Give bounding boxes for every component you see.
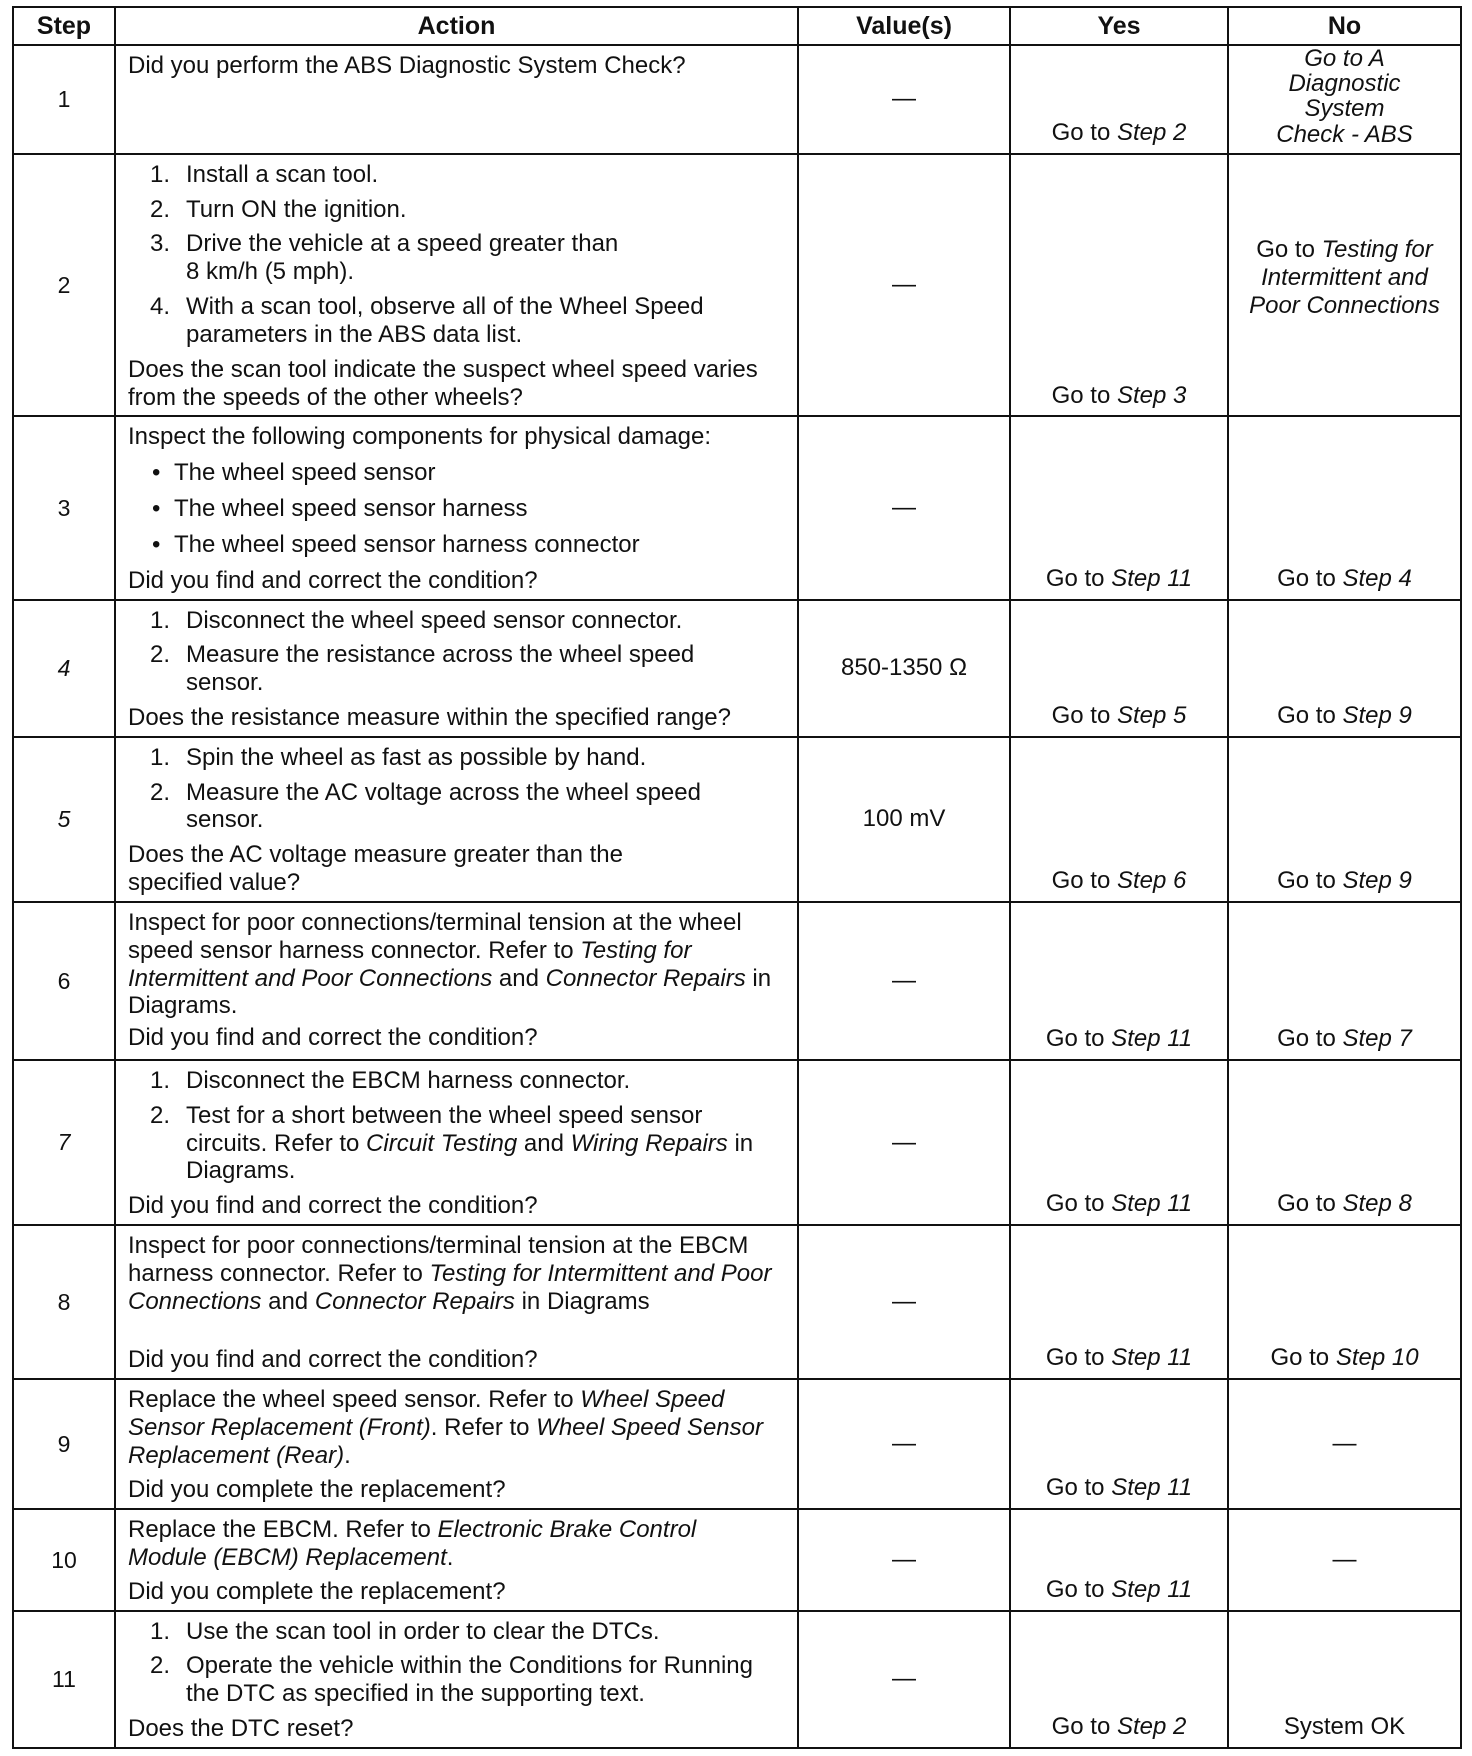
step-number: 7 xyxy=(13,1060,115,1225)
action-question: Did you find and correct the condition? xyxy=(128,1192,538,1220)
value-cell: — xyxy=(798,1611,1010,1748)
table-row xyxy=(13,1509,1461,1610)
table-row xyxy=(13,1379,1461,1509)
table-row xyxy=(13,45,1461,154)
table-row xyxy=(13,600,1461,737)
no-text: Check - ABS xyxy=(1276,120,1413,148)
doc-ref: Electronic Brake Control Module (EBCM) Replacement xyxy=(128,1516,697,1571)
list-item: 2. Turn ON the ignition. xyxy=(150,195,407,223)
list-item: 2. Measure the resistance across the wheel speed sensor. xyxy=(150,641,695,697)
action-cell xyxy=(115,902,798,1060)
yes-step-ref: Step 3 xyxy=(1116,381,1187,409)
action-steps-list xyxy=(128,1618,785,1708)
step-number: 8 xyxy=(13,1225,115,1379)
action-steps-list xyxy=(128,744,785,834)
no-step-ref: Step 10 xyxy=(1335,1344,1419,1372)
action-question: Did you find and correct the condition? xyxy=(128,566,538,594)
action-cell xyxy=(115,1379,798,1509)
action-text: Replace the wheel speed sensor. Refer to Wheel Speed Sensor Replacement (Front). Refer to Wheel Speed Sensor Replacement (Rear). xyxy=(128,1386,763,1469)
action-text: Did you perform the ABS Diagnostic System Check? xyxy=(128,52,686,79)
value-cell: — xyxy=(798,45,1010,154)
yes-step-ref: Step 11 xyxy=(1111,564,1193,592)
table-row xyxy=(13,902,1461,1060)
no-step-ref: Step 9 xyxy=(1342,867,1412,895)
action-text: Inspect for poor connections/terminal tension at the wheel speed sensor harness connector. Refer to Testing for Intermittent and Poor Connections and Connector Repairs in Diagrams. xyxy=(128,908,772,1020)
header-row xyxy=(13,7,1461,45)
list-item: 2. Measure the AC voltage across the wheel speed sensor. xyxy=(150,778,701,834)
no-cell: Go to Step 9 xyxy=(1228,600,1461,737)
no-step-ref: Step 4 xyxy=(1342,564,1412,592)
action-text: Replace the EBCM. Refer to Electronic Brake Control Module (EBCM) Replacement. xyxy=(128,1516,697,1571)
action-steps-list xyxy=(128,607,785,697)
yes-step-ref: Step 11 xyxy=(1111,1190,1193,1218)
table-row xyxy=(13,154,1461,417)
step-number: 5 xyxy=(13,737,115,902)
header-step: Step xyxy=(13,7,115,45)
yes-cell: Go to Step 11 xyxy=(1010,1379,1228,1509)
yes-step-ref: Step 11 xyxy=(1111,1575,1193,1603)
no-ref: Connections xyxy=(1306,291,1440,319)
value-cell: — xyxy=(798,1379,1010,1509)
no-cell: Go to Step 4 xyxy=(1228,416,1461,599)
table-row xyxy=(13,737,1461,902)
no-cell xyxy=(1228,154,1461,417)
action-text: Inspect for poor connections/terminal tension at the EBCM harness connector. Refer to Testing for Intermittent and Poor Connections and Connector Repairs in Diagrams xyxy=(128,1232,772,1315)
table-row xyxy=(13,416,1461,599)
table-row xyxy=(13,1060,1461,1225)
action-question: Does the resistance measure within the specified range? xyxy=(128,704,731,731)
list-item: 2. Test for a short between the wheel speed sensor circuits. Refer to Circuit Testing and Wiring Repairs in Diagrams. xyxy=(150,1101,754,1185)
doc-ref: Circuit Testing xyxy=(366,1129,518,1157)
no-cell: Go to Step 10 xyxy=(1228,1225,1461,1379)
value-cell: — xyxy=(798,1509,1010,1610)
yes-step-ref: Step 5 xyxy=(1116,702,1187,729)
header-action: Action xyxy=(115,7,798,45)
action-cell xyxy=(115,737,798,902)
action-cell xyxy=(115,1509,798,1610)
yes-step-ref: Step 2 xyxy=(1116,118,1187,146)
no-cell: Go to Step 9 xyxy=(1228,737,1461,902)
no-text: System xyxy=(1304,95,1385,123)
yes-cell: Go to Step 11 xyxy=(1010,1060,1228,1225)
header-yes: Yes xyxy=(1010,7,1228,45)
diagnostic-table xyxy=(12,6,1462,1749)
step-number: 1 xyxy=(13,45,115,154)
doc-ref: Connector Repairs xyxy=(545,964,746,992)
action-question: Did you find and correct the condition? xyxy=(128,1345,538,1373)
value-cell: 100 mV xyxy=(798,737,1010,902)
action-question: Did you find and correct the condition? xyxy=(128,1024,538,1052)
action-cell xyxy=(115,1060,798,1225)
no-step-ref: Step 8 xyxy=(1342,1190,1412,1218)
doc-ref: Wheel Speed Sensor Replacement (Front) xyxy=(128,1386,725,1441)
yes-cell: Go to Step 11 xyxy=(1010,1509,1228,1610)
yes-step-ref: Step 11 xyxy=(1111,1344,1193,1372)
action-cell xyxy=(115,600,798,737)
doc-ref: Testing for Intermittent and Poor Connections xyxy=(128,936,692,992)
yes-cell: Go to Step 2 xyxy=(1010,1611,1228,1748)
no-cell: Go to Step 7 xyxy=(1228,902,1461,1060)
action-question: Did you complete the replacement? xyxy=(128,1475,506,1503)
list-item: • The wheel speed sensor harness xyxy=(152,495,528,523)
action-question: Does the DTC reset? xyxy=(128,1715,354,1743)
list-item: • The wheel speed sensor xyxy=(152,459,436,487)
no-text: Diagnostic xyxy=(1288,70,1401,98)
value-cell: — xyxy=(798,1060,1010,1225)
diagnostic-page xyxy=(12,6,1460,1749)
header-values: Value(s) xyxy=(798,7,1010,45)
step-number: 6 xyxy=(13,902,115,1060)
value-cell: — xyxy=(798,154,1010,417)
list-item: 3. Drive the vehicle at a speed greater than 8 km/h (5 mph). xyxy=(150,230,619,286)
yes-step-ref: Step 6 xyxy=(1116,867,1187,895)
doc-ref: Testing for Intermittent and Poor Connections xyxy=(128,1259,772,1315)
yes-step-ref: Step 11 xyxy=(1111,1474,1193,1502)
yes-cell: Go to Step 11 xyxy=(1010,1225,1228,1379)
action-cell xyxy=(115,1225,798,1379)
no-cell: System OK xyxy=(1228,1611,1461,1748)
doc-ref: Wheel Speed Sensor Replacement (Rear) xyxy=(128,1413,763,1469)
step-number: 10 xyxy=(13,1509,115,1610)
no-cell: Go to Step 8 xyxy=(1228,1060,1461,1225)
yes-cell: Go to Step 11 xyxy=(1010,902,1228,1060)
yes-cell xyxy=(1010,45,1228,154)
value-cell: — xyxy=(798,902,1010,1060)
action-question: Did you complete the replacement? xyxy=(128,1577,506,1605)
action-cell xyxy=(115,45,798,154)
list-item: 1. Install a scan tool. xyxy=(150,160,379,188)
step-number: 11 xyxy=(13,1611,115,1748)
action-question: Does the scan tool indicate the suspect wheel speed varies from the speeds of the other wheels? xyxy=(128,355,758,411)
action-text: Inspect the following components for physical damage: xyxy=(128,423,711,451)
no-step-ref: Step 9 xyxy=(1342,702,1412,729)
header-no: No xyxy=(1228,7,1461,45)
table-row xyxy=(13,1611,1461,1748)
list-item: 1. Spin the wheel as fast as possible by hand. xyxy=(150,743,647,771)
yes-cell: Go to Step 5 xyxy=(1010,600,1228,737)
no-step-ref: Step 7 xyxy=(1342,1025,1412,1053)
yes-prefix: Go to xyxy=(1051,118,1117,146)
action-cell xyxy=(115,416,798,599)
list-item: • The wheel speed sensor harness connector xyxy=(152,530,640,558)
action-steps-list xyxy=(128,161,785,349)
yes-cell: Go to Step 11 xyxy=(1010,416,1228,599)
no-ref: Testing for Intermittent and Poor xyxy=(1249,236,1433,319)
step-number: 2 xyxy=(13,154,115,417)
component-list xyxy=(128,459,785,558)
doc-ref: Connector Repairs xyxy=(314,1287,515,1315)
no-cell: — xyxy=(1228,1509,1461,1610)
action-steps-list xyxy=(128,1067,785,1185)
step-number: 3 xyxy=(13,416,115,599)
list-item: 1. Disconnect the wheel speed sensor connector. xyxy=(150,606,683,634)
step-number: 9 xyxy=(13,1379,115,1509)
value-cell: 850-1350 Ω xyxy=(798,600,1010,737)
list-item: 1. Disconnect the EBCM harness connector. xyxy=(150,1066,631,1094)
no-text: Go to A xyxy=(1304,45,1385,72)
action-cell xyxy=(115,1611,798,1748)
no-prefix: Go to xyxy=(1256,236,1322,264)
list-item: 4. With a scan tool, observe all of the Wheel Speed parameters in the ABS data list. xyxy=(150,293,704,348)
table-row xyxy=(13,1225,1461,1379)
value-cell: — xyxy=(798,416,1010,599)
doc-ref: Wiring Repairs xyxy=(570,1129,728,1157)
list-item: 1. Use the scan tool in order to clear the DTCs. xyxy=(150,1617,660,1645)
value-cell: — xyxy=(798,1225,1010,1379)
no-cell xyxy=(1228,45,1461,154)
yes-step-ref: Step 2 xyxy=(1116,1713,1187,1741)
yes-step-ref: Step 11 xyxy=(1111,1025,1193,1053)
yes-cell: Go to Step 6 xyxy=(1010,737,1228,902)
action-cell xyxy=(115,154,798,417)
yes-prefix: Go to xyxy=(1051,381,1117,409)
list-item: 2. Operate the vehicle within the Conditions for Running the DTC as specified in the supporting text. xyxy=(150,1652,753,1708)
step-number: 4 xyxy=(13,600,115,737)
yes-cell xyxy=(1010,154,1228,417)
action-question: Does the AC voltage measure greater than the specified value? xyxy=(128,841,623,897)
no-cell: — xyxy=(1228,1379,1461,1509)
